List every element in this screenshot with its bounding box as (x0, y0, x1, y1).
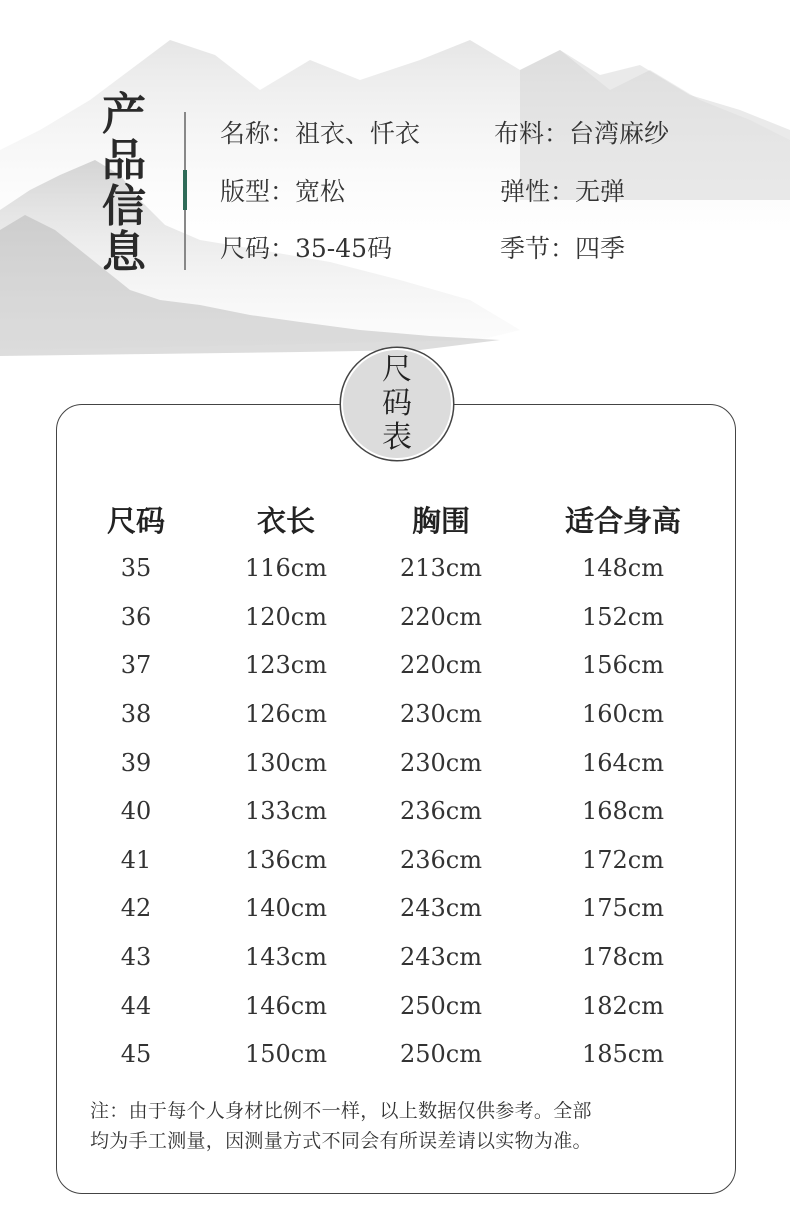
table-row (66, 884, 730, 933)
product-info-heading (96, 89, 152, 278)
badge-char: 码 (382, 386, 412, 421)
table-header-row (66, 494, 730, 544)
cell-length: 150cm (244, 1040, 327, 1069)
cell-length: 130cm (244, 748, 327, 777)
table-row (66, 787, 730, 836)
cell-height: 182cm (581, 991, 664, 1020)
badge-char: 尺 (382, 352, 412, 387)
cell-chest: 220cm (399, 651, 482, 680)
cell-height: 156cm (581, 651, 664, 680)
cell-size: 39 (120, 748, 152, 777)
cell-size: 45 (120, 1040, 152, 1069)
cell-length: 123cm (244, 651, 327, 680)
info-season: 季节：四季 (500, 234, 626, 263)
info-size-range: 尺码：35-45码 (220, 234, 393, 263)
info-fit: 版型：宽松 (220, 177, 346, 206)
size-table (66, 494, 730, 1079)
cell-length: 143cm (244, 943, 327, 972)
table-row (66, 981, 730, 1030)
size-table-body (66, 544, 730, 1079)
header-chest: 胸围 (411, 503, 470, 538)
cell-size: 38 (120, 700, 152, 729)
header-length: 衣长 (256, 503, 315, 538)
cell-size: 35 (120, 554, 152, 583)
cell-height: 160cm (581, 700, 664, 729)
cell-height: 185cm (581, 1040, 664, 1069)
badge-char: 表 (382, 420, 412, 455)
heading-char: 息 (102, 227, 146, 278)
cell-size: 36 (120, 602, 152, 631)
table-row (66, 836, 730, 885)
cell-chest: 250cm (399, 1040, 482, 1069)
table-row (66, 544, 730, 593)
cell-chest: 250cm (399, 991, 482, 1020)
heading-char: 信 (102, 181, 146, 232)
cell-chest: 236cm (399, 845, 482, 874)
cell-height: 175cm (581, 894, 664, 923)
cell-chest: 230cm (399, 700, 482, 729)
table-row (66, 641, 730, 690)
cell-height: 178cm (581, 943, 664, 972)
info-elasticity: 弹性：无弹 (500, 177, 626, 206)
heading-char: 品 (102, 135, 146, 186)
table-row (66, 738, 730, 787)
cell-length: 136cm (244, 845, 327, 874)
header-height: 适合身高 (564, 503, 681, 538)
cell-size: 42 (120, 894, 152, 923)
cell-chest: 236cm (399, 797, 482, 826)
cell-height: 168cm (581, 797, 664, 826)
table-row (66, 933, 730, 982)
note-line: 注：由于每个人身材比例不一样，以上数据仅供参考。全部 (90, 1100, 592, 1122)
heading-char: 产 (102, 89, 146, 140)
cell-height: 148cm (581, 554, 664, 583)
divider-accent (183, 170, 187, 210)
cell-length: 133cm (244, 797, 327, 826)
size-chart-badge (341, 348, 453, 460)
cell-height: 152cm (581, 602, 664, 631)
table-row (66, 1030, 730, 1079)
header-size: 尺码 (106, 503, 165, 538)
cell-size: 44 (120, 991, 152, 1020)
cell-size: 37 (120, 651, 152, 680)
cell-chest: 230cm (399, 748, 482, 777)
measurement-note (90, 1096, 712, 1156)
info-fabric: 布料：台湾麻纱 (494, 119, 670, 148)
cell-height: 164cm (581, 748, 664, 777)
cell-chest: 213cm (399, 554, 482, 583)
cell-length: 146cm (244, 991, 327, 1020)
note-line: 均为手工测量，因测量方式不同会有所误差请以实物为准。 (90, 1130, 592, 1152)
cell-height: 172cm (581, 845, 664, 874)
cell-chest: 243cm (399, 894, 482, 923)
cell-size: 43 (120, 943, 152, 972)
info-name: 名称：祖衣、忏衣 (220, 119, 421, 148)
table-row (66, 690, 730, 739)
cell-length: 126cm (244, 700, 327, 729)
cell-length: 116cm (244, 554, 327, 583)
cell-size: 41 (120, 845, 152, 874)
table-row (66, 593, 730, 642)
cell-length: 120cm (244, 602, 327, 631)
cell-chest: 243cm (399, 943, 482, 972)
cell-size: 40 (120, 797, 152, 826)
cell-chest: 220cm (399, 602, 482, 631)
heading-divider (184, 112, 186, 270)
cell-length: 140cm (244, 894, 327, 923)
